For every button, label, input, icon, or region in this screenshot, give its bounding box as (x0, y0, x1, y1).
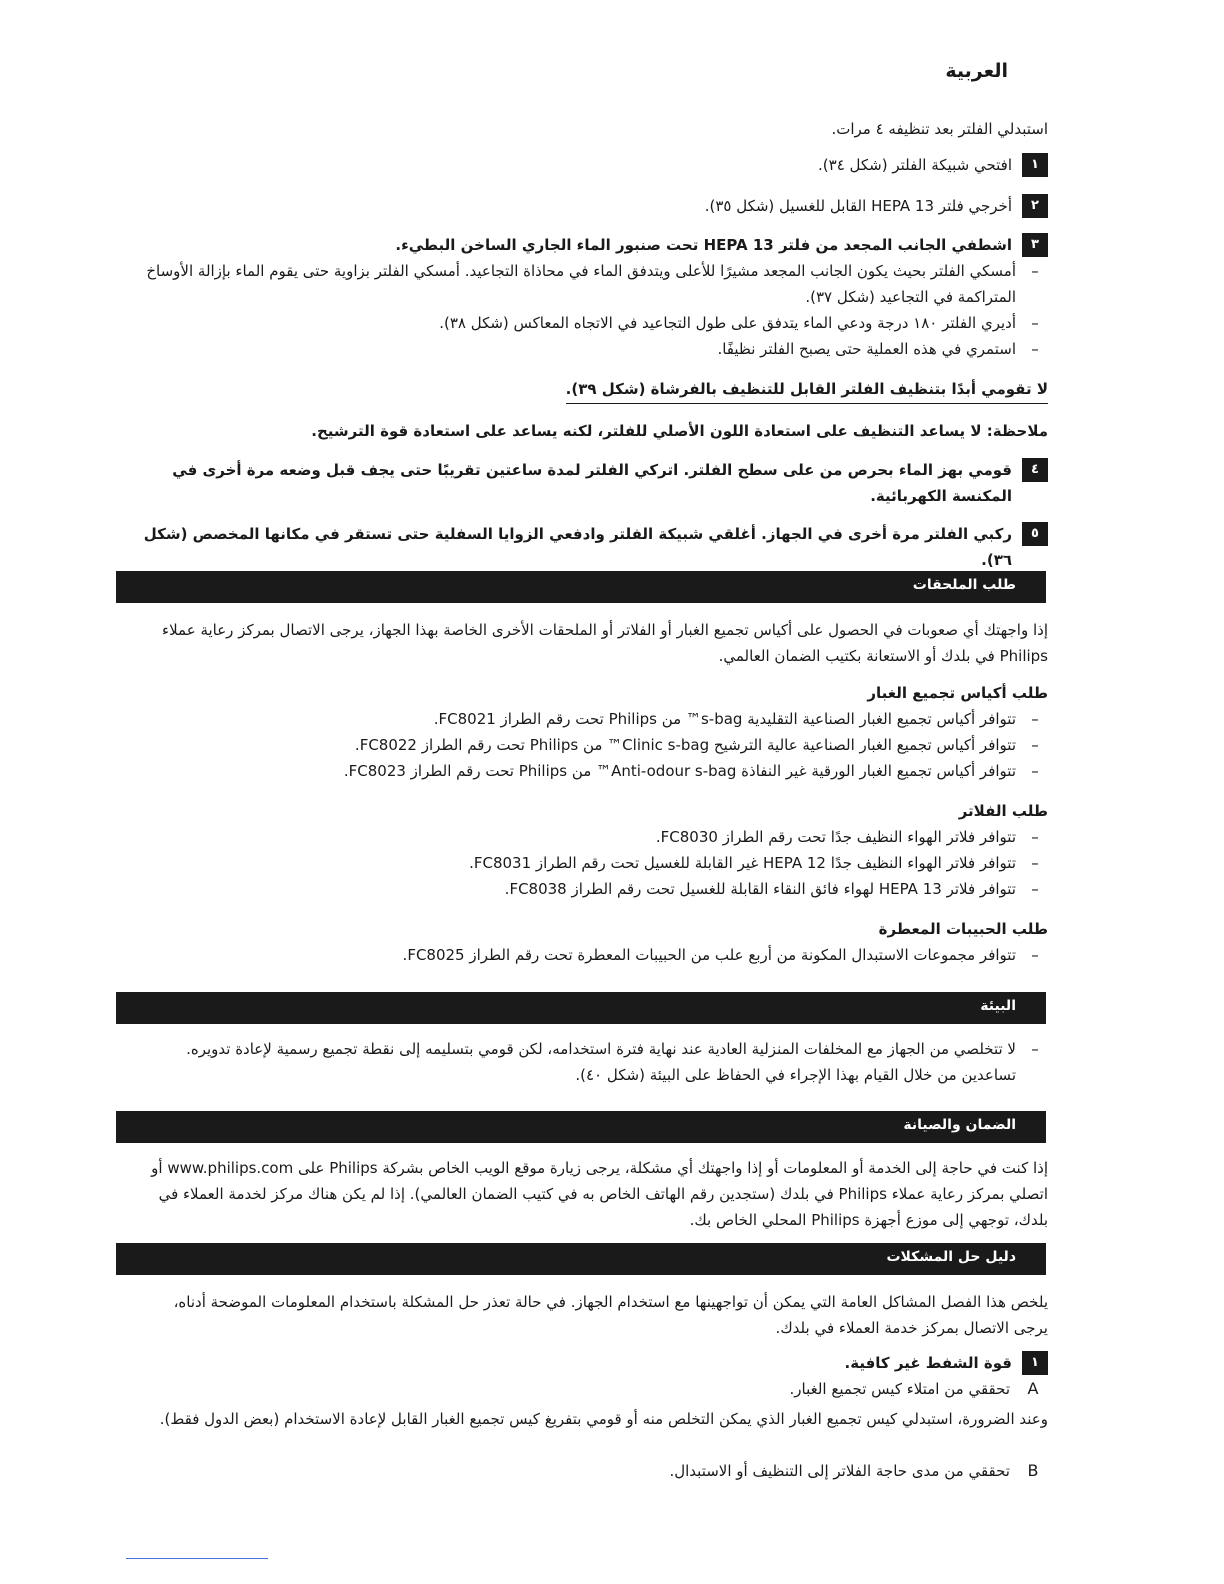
accessories-intro-text: إذا واجهتك أي صعوبات في الحصول على أكياس تجميع الغبار أو الفلاتر أو الملحقات الأخرى الخاصة بهذا الجهاز، يرجى الاتصال بمركز رعاية عملاء Philips في بلدك أو الاستعانة بكتيب الضمان العالمي. (162, 621, 1048, 665)
warranty-text: إذا كنت في حاجة إلى الخدمة أو المعلومات أو إذا واجهتك أي مشكلة، يرجى زيارة موقع الويب الخاص بشركة Philips على www.philips.com أو اتصلي بمركز رعاية عملاء Philips في بلدك (ستجدين رقم الهاتف الخاص به في كتيب الضمان العالمي). إذا لم يكن هناك مركز لخدمة العملاء في بلدك، توجهي إلى موزع أجهزة Philips المحلي الخاص بك. (151, 1159, 1048, 1229)
section-bar-accessories (116, 571, 1046, 603)
dash-icon: – (1031, 710, 1039, 728)
bullet-text: تتوافر أكياس تجميع الغبار الورقية غير النفاذة Anti-odour s-bag™ من Philips تحت رقم الطراز FC8023. (343, 762, 1016, 780)
list-item (138, 310, 1048, 336)
step-number: ٢ (1022, 194, 1048, 218)
filters-section (138, 798, 1048, 902)
section-heading: طلب الملحقات (912, 577, 1016, 593)
list-item (138, 706, 1048, 732)
dash-icon: – (1031, 946, 1039, 964)
warning-block (138, 376, 1048, 404)
subheading: طلب الفلاتر (958, 802, 1048, 820)
detail-text: وعند الضرورة، استبدلي كيس تجميع الغبار الذي يمكن التخلص منه أو قومي بتفريغ كيس تجميع الغبار القابل لإعادة الاستخدام (بعض الدول فقط). (159, 1410, 1048, 1428)
note-block (138, 418, 1048, 444)
step-text: أخرجي فلتر HEPA 13 القابل للغسيل (شكل ٣٥). (704, 197, 1012, 215)
step-text: ركبي الفلتر مرة أخرى في الجهاز. أغلقي شبيكة الفلتر وادفعي الزوايا السفلية حتى تستقر في مكانها المخصص (شكل ٣٦). (143, 525, 1012, 569)
warning-text: لا تقومي أبدًا بتنظيف الفلتر القابل للتنظيف بالفرشاة (شكل ٣٩). (566, 376, 1048, 404)
dash-icon: – (1031, 736, 1039, 754)
dash-icon: – (1031, 762, 1039, 780)
check-b (138, 1458, 1048, 1484)
dash-icon: – (1031, 314, 1039, 332)
step-2 (138, 193, 1048, 219)
bags-section (138, 680, 1048, 784)
accessories-intro (138, 617, 1048, 669)
step-5 (138, 521, 1048, 573)
warranty-section (138, 1155, 1048, 1233)
troubleshooting-intro (138, 1289, 1048, 1341)
dash-icon: – (1031, 880, 1039, 898)
dash-icon: – (1031, 262, 1039, 280)
list-item (138, 336, 1048, 362)
environment-section (138, 1036, 1048, 1088)
check-letter: A (1027, 1379, 1039, 1398)
problem-text: قوة الشفط غير كافية. (844, 1354, 1012, 1372)
check-a (138, 1376, 1048, 1402)
check-b-block (138, 1458, 1048, 1484)
step-1 (138, 152, 1048, 178)
list-item (138, 258, 1048, 310)
intro-text: استبدلي الفلتر بعد تنظيفه ٤ مرات. (831, 120, 1048, 138)
bullet-text: تتوافر فلاتر الهواء النظيف جدًا تحت رقم الطراز FC8030. (655, 828, 1016, 846)
bullet-text: استمري في هذه العملية حتى يصبح الفلتر نظيفًا. (717, 340, 1016, 358)
step-number: ١ (1022, 153, 1048, 177)
bullet-text: تتوافر أكياس تجميع الغبار الصناعية التقليدية s-bag™ من Philips تحت رقم الطراز FC8021. (433, 710, 1016, 728)
detail-a (118, 1406, 1048, 1432)
check-text: تحققي من امتلاء كيس تجميع الغبار. (789, 1380, 1010, 1398)
bullet-text: تتوافر فلاتر HEPA 13 لهواء فائق النقاء القابلة للغسيل تحت رقم الطراز FC8038. (504, 880, 1016, 898)
troubleshooting-intro-text: يلخص هذا الفصل المشاكل العامة التي يمكن أن تواجهينها مع استخدام الجهاز. في حالة تعذر حل المشكلة باستخدام المعلومات الموضحة أدناه، يرجى الاتصال بمركز خدمة العملاء في بلدك. (173, 1293, 1048, 1337)
bullet-text: لا تتخلصي من الجهاز مع المخلفات المنزلية العادية عند نهاية فترة استخدامه، لكن قومي بتسليمه إلى نقطة تجميع رسمية لإعادة تدويره. تساعدين من خلال القيام بهذا الإجراء في الحفاظ على البيئة (شكل ٤٠). (186, 1040, 1016, 1084)
section-bar-troubleshooting (116, 1243, 1046, 1275)
list-item (138, 732, 1048, 758)
step-4 (138, 457, 1048, 509)
step-number: ٣ (1022, 233, 1048, 257)
bullet-text: تتوافر أكياس تجميع الغبار الصناعية عالية الترشيح Clinic s-bag™ من Philips تحت رقم الطراز FC8022. (354, 736, 1016, 754)
step-text: اشطفي الجانب المجعد من فلتر HEPA 13 تحت صنبور الماء الجاري الساخن البطيء. (395, 236, 1012, 254)
step-number: ٥ (1022, 522, 1048, 546)
granules-section (138, 916, 1048, 968)
dash-icon: – (1031, 854, 1039, 872)
dash-icon: – (1031, 828, 1039, 846)
step-number: ١ (1022, 1351, 1048, 1375)
bullet-text: أديري الفلتر ١٨٠ درجة ودعي الماء يتدفق على طول التجاعيد في الاتجاه المعاكس (شكل ٣٨). (439, 314, 1016, 332)
list-item (138, 850, 1048, 876)
list-item (138, 824, 1048, 850)
step-3 (138, 232, 1048, 362)
language-heading: العربية (945, 60, 1008, 82)
section-bar-environment (116, 992, 1046, 1024)
note-text: ملاحظة: لا يساعد التنظيف على استعادة اللون الأصلي للفلتر، لكنه يساعد على استعادة قوة الترشيح. (311, 422, 1048, 440)
problem-1 (138, 1350, 1048, 1402)
dash-icon: – (1031, 1040, 1039, 1058)
section-heading: البيئة (980, 998, 1016, 1014)
section-bar-warranty (116, 1111, 1046, 1143)
section-heading: الضمان والصيانة (903, 1117, 1016, 1133)
subheading: طلب أكياس تجميع الغبار (867, 684, 1048, 702)
list-item (138, 942, 1048, 968)
list-item (138, 1036, 1048, 1088)
step-number: ٤ (1022, 458, 1048, 482)
footer-rule (126, 1558, 268, 1559)
bullet-text: تتوافر مجموعات الاستبدال المكونة من أربع علب من الحبيبات المعطرة تحت رقم الطراز FC8025. (402, 946, 1016, 964)
list-item (138, 876, 1048, 902)
subheading: طلب الحبيبات المعطرة (878, 920, 1048, 938)
step-text: قومي بهز الماء بحرص من على سطح الفلتر. اتركي الفلتر لمدة ساعتين تقريبًا حتى يجف قبل وضعه مرة أخرى في المكنسة الكهربائية. (172, 461, 1012, 505)
intro-block (138, 116, 1048, 142)
check-text: تحققي من مدى حاجة الفلاتر إلى التنظيف أو الاستبدال. (669, 1462, 1010, 1480)
check-letter: B (1027, 1461, 1039, 1480)
section-heading: دليل حل المشكلات (886, 1249, 1016, 1265)
step-text: افتحي شبيكة الفلتر (شكل ٣٤). (818, 156, 1012, 174)
bullet-text: أمسكي الفلتر بحيث يكون الجانب المجعد مشيرًا للأعلى ويتدفق الماء في محاذاة التجاعيد. أمسكي الفلتر بزاوية حتى يقوم الماء بإزالة الأوساخ المتراكمة في التجاعيد (شكل ٣٧). (146, 262, 1016, 306)
list-item (138, 758, 1048, 784)
dash-icon: – (1031, 340, 1039, 358)
bullet-text: تتوافر فلاتر الهواء النظيف جدًا HEPA 12 غير القابلة للغسيل تحت رقم الطراز FC8031. (469, 854, 1016, 872)
